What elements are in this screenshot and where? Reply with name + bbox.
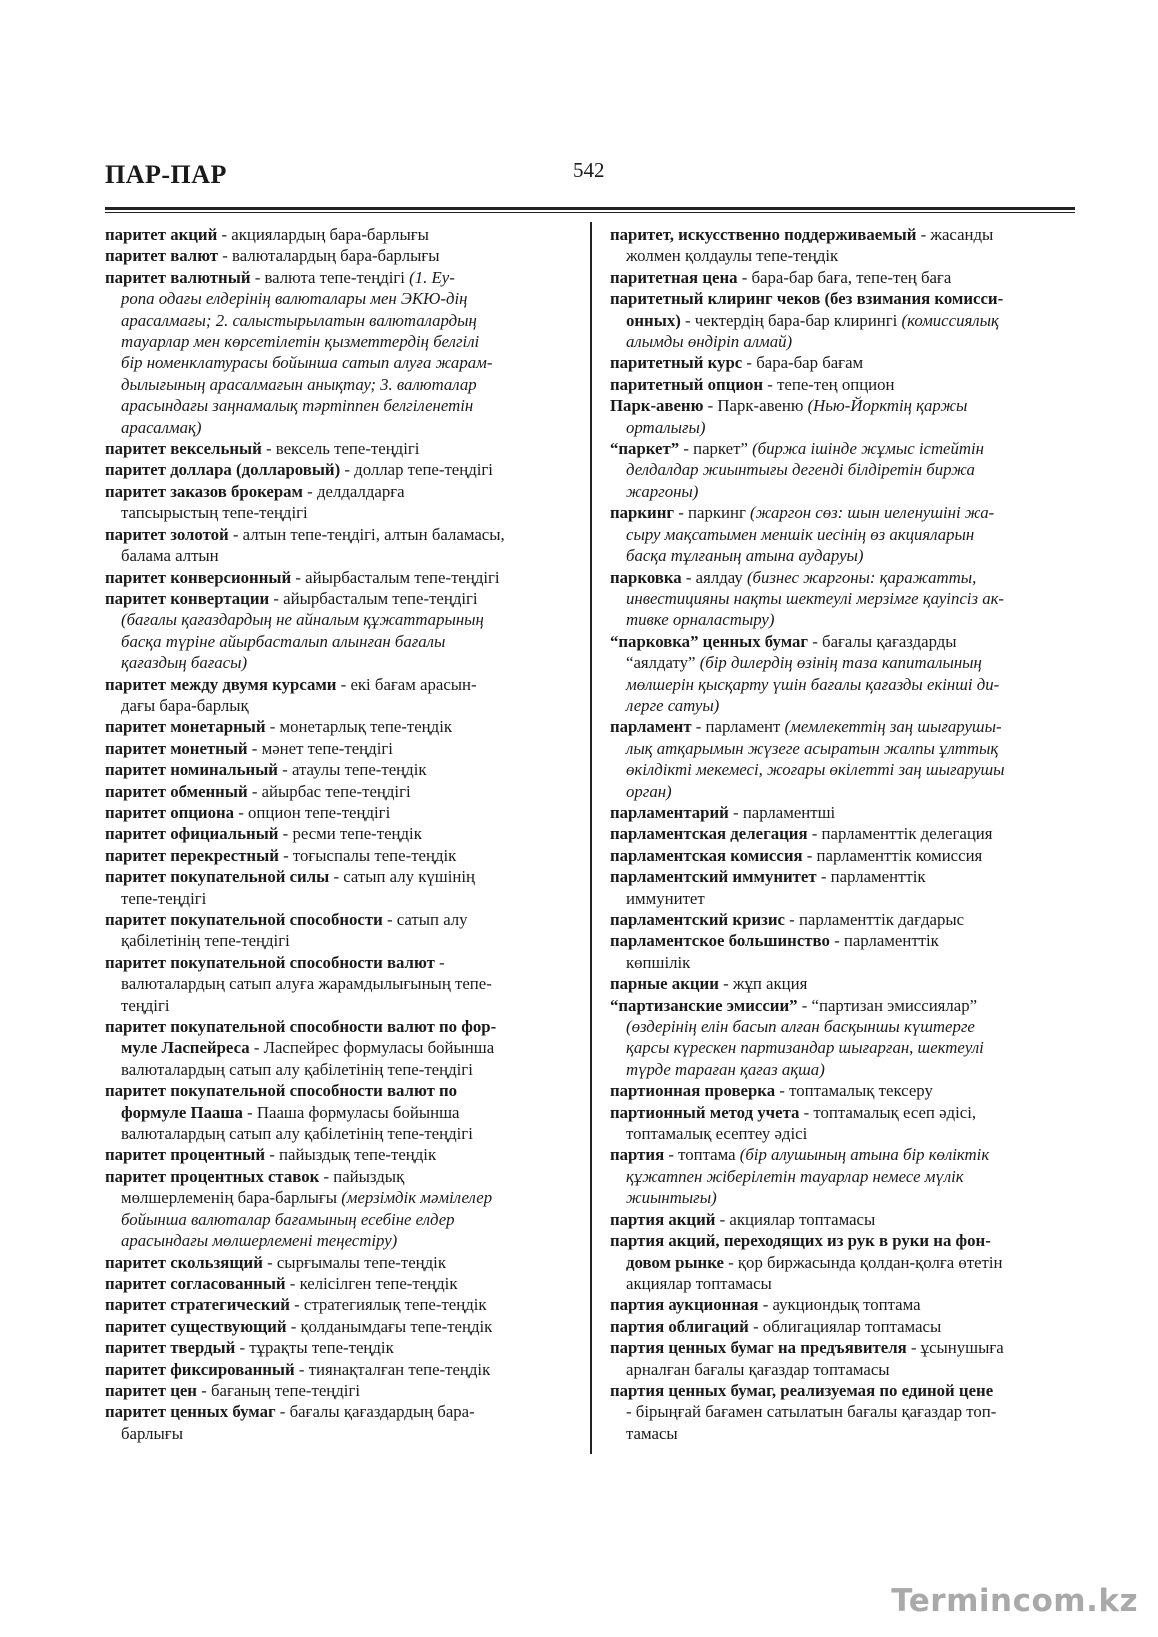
- dictionary-entry: [105, 909, 573, 952]
- dictionary-entry: [610, 973, 1075, 994]
- entry-term: паритет твердый: [105, 1338, 236, 1358]
- entry-term: паритет номинальный: [105, 760, 278, 780]
- dictionary-entry: [610, 224, 1075, 267]
- entry-definition: - тұрақты тепе-теңдік: [235, 1338, 394, 1358]
- entry-definition: - сатып алу күшінің тепе-теңдігі: [121, 867, 475, 908]
- entry-term: паритет процентный: [105, 1145, 266, 1165]
- dictionary-entry: [610, 502, 1075, 566]
- entry-term: паритет стратегический: [105, 1295, 290, 1315]
- entry-definition: - “партизан эмиссиялар”: [801, 995, 978, 1015]
- entry-definition: - вексель тепе-теңдігі: [261, 439, 420, 459]
- entry-term: парламентарий: [610, 802, 729, 822]
- entry-term: парламентский кризис: [610, 910, 785, 929]
- dictionary-entry: [105, 438, 573, 459]
- entry-definition: - алтын тепе-теңдігі, алтын баламасы, балама алтын: [121, 524, 505, 566]
- dictionary-entry: [105, 1166, 573, 1252]
- entry-definition: - жасанды жолмен қолдаулы тепе-теңдік: [626, 225, 994, 266]
- entry-definition: - валюталардың бара-барлығы: [218, 246, 440, 266]
- dictionary-entry: [105, 567, 573, 588]
- dictionary-entry: [105, 588, 573, 674]
- dictionary-entry: [105, 1401, 573, 1444]
- entry-note: (бір алушының атына бір көліктік құжатпен жіберілетін тауарлар немесе мүлік жиынтығы): [626, 1145, 990, 1208]
- entry-note: (комиссиялық алымды өндіріп алмай): [626, 310, 999, 352]
- entry-note: (жаргон сөз: шын иеленушіні жа- сыру мақсатымен меншік иесінің өз акцияларын басқа тұлғаның атына аударуы): [626, 503, 995, 566]
- entry-term: паритет перекрестный: [105, 845, 279, 865]
- entry-definition: - валюта тепе-теңдігі: [250, 267, 410, 287]
- entry-term: паритет фиксированный: [105, 1359, 295, 1379]
- entry-term: паритет скользящий: [105, 1252, 263, 1272]
- dictionary-entry: [610, 995, 1075, 1081]
- entry-term: паритет между двумя курсами: [105, 674, 337, 694]
- entry-definition: - доллар тепе-теңдігі: [340, 460, 493, 480]
- entry-term: паритет монетный: [105, 738, 248, 758]
- entry-term: паркинг: [610, 503, 675, 523]
- entry-definition: - монетарлық тепе-теңдік: [265, 717, 453, 737]
- entry-definition: - Ласпейрес формуласы бойынша валюталардың сатып алу қабілетінің тепе-теңдігі: [121, 1038, 495, 1079]
- entry-term: паритет акций: [105, 225, 218, 244]
- entry-definition: - чектердің бара-бар клирингі: [680, 310, 902, 330]
- dictionary-entry: [610, 845, 1075, 866]
- entry-term: паритет покупательной способности валют по фор- муле Ласпейреса: [105, 1017, 497, 1058]
- entry-definition: - тиянақталған тепе-теңдік: [294, 1359, 491, 1379]
- entry-definition: - екі бағам арасын- дағы бара-барлық: [121, 674, 477, 715]
- dictionary-entry: [105, 524, 573, 567]
- entry-note: (бағалы қағаздардың не айналым құжаттарының басқа түріне айырбасталып алынған бағалы қағаздың бағасы): [121, 610, 484, 673]
- dictionary-entry: [610, 631, 1075, 717]
- dictionary-entry: [610, 1380, 1075, 1444]
- entry-term: паритетный клиринг чеков (без взимания комисси- онных): [610, 289, 1004, 330]
- entry-note: (Нью-Йорктің қаржы орталығы): [626, 396, 968, 437]
- dictionary-entry: [610, 909, 1075, 930]
- entry-term: партия аукционная: [610, 1295, 759, 1315]
- entry-definition: - бағалы қағаздардың бара- барлығы: [121, 1402, 475, 1443]
- entry-definition: - парламенттік иммунитет: [626, 867, 926, 908]
- entry-term: паритет конверсионный: [105, 567, 292, 587]
- entry-definition: - тепе-тең опцион: [763, 374, 895, 394]
- dictionary-entry: [105, 802, 573, 823]
- dictionary-entry: [610, 267, 1075, 288]
- entry-term: паритет покупательной способности валют: [105, 952, 435, 972]
- entry-definition: - делдалдарға тапсырыстың тепе-теңдігі: [121, 481, 405, 523]
- entry-term: паритетная цена: [610, 267, 738, 287]
- column-divider: [590, 222, 592, 1454]
- dictionary-entry: [610, 823, 1075, 844]
- dictionary-entry: [105, 952, 573, 1016]
- entry-term: парламентский иммунитет: [610, 867, 817, 887]
- entry-term: паритет конвертации: [105, 588, 270, 608]
- entry-term: “партизанские эмиссии”: [610, 995, 798, 1015]
- entry-definition: - парламент: [691, 717, 785, 737]
- entry-term: парламентское большинство: [610, 931, 830, 951]
- entry-definition: - топтамалық есеп әдісі, топтамалық есептеу әдісі: [626, 1102, 977, 1144]
- dictionary-entry: [105, 1016, 573, 1080]
- entry-term: партия акций: [610, 1209, 716, 1229]
- entry-definition: - стратегиялық тепе-теңдік: [289, 1295, 487, 1315]
- dictionary-entry: [105, 267, 573, 438]
- entry-definition: - парламенттік делегация: [807, 824, 993, 844]
- entry-definition: - пайыздық мөлшерлеменің бара-барлығы: [121, 1166, 405, 1208]
- entry-note: (биржа ішінде жұмыс істейтін делдалдар жиынтығы дегенді білдіретін биржа жаргоны): [626, 439, 985, 501]
- page-number: 542: [573, 158, 605, 182]
- entry-definition: - паркет”: [679, 439, 753, 459]
- entry-term: паритет процентных ставок: [105, 1166, 320, 1186]
- entry-definition: - облигациялар топтамасы: [748, 1316, 942, 1336]
- entry-definition: - пайыздық тепе-теңдік: [265, 1145, 437, 1165]
- dictionary-entry: [610, 352, 1075, 373]
- entry-term: паритет ценных бумаг: [105, 1402, 276, 1422]
- entry-note: (мерзімдік мәмілелер бойынша валюталар бағамының есебіне елдер арасындағы мөлшерлемені теңестіру): [121, 1188, 493, 1251]
- entry-definition: - ресми тепе-теңдік: [278, 824, 422, 844]
- entry-definition: - парламенттік комиссия: [802, 845, 983, 865]
- entry-term: парламентская комиссия: [610, 845, 803, 865]
- entry-definition: - бағалы қағаздарды “аялдату”: [626, 631, 957, 673]
- entry-term: “парковка” ценных бумаг: [610, 631, 809, 651]
- entry-term: паритет покупательной способности валют по формуле Пааша: [105, 1081, 458, 1122]
- entry-definition: - акциялардың бара-барлығы: [217, 225, 429, 244]
- entry-definition: - бағаның тепе-теңдігі: [196, 1380, 361, 1400]
- dictionary-entry: [610, 930, 1075, 973]
- entry-definition: - айырбас тепе-теңдігі: [247, 781, 411, 801]
- entry-term: паритет обменный: [105, 781, 248, 801]
- entry-definition: - акциялар топтамасы: [715, 1209, 876, 1229]
- entry-definition: - аялдау: [681, 567, 747, 587]
- entry-note: (мемлекеттің заң шығарушы- лық атқарымын жүзеге асыратын жалпы ұлттық өкілдікті мекемесі, жоғары өкілетті заң шығарушы орган): [626, 717, 1005, 801]
- entry-definition: - ұсынушыға арналған бағалы қағаздар топтамасы: [626, 1338, 1004, 1379]
- entry-term: паритет покупательной способности: [105, 910, 383, 929]
- entry-definition: - сатып алу қабілетінің тепе-теңдігі: [121, 910, 468, 951]
- dictionary-entry: [105, 866, 573, 909]
- entry-term: паритет существующий: [105, 1316, 287, 1336]
- entry-term: паритет цен: [105, 1380, 197, 1400]
- entry-term: парковка: [610, 567, 682, 587]
- entry-term: паритет согласованный: [105, 1273, 286, 1293]
- entry-definition: - мәнет тепе-теңдігі: [247, 738, 393, 758]
- entry-definition: - опцион тепе-теңдігі: [234, 802, 391, 822]
- entry-definition: - Парк-авеню: [703, 396, 808, 416]
- left-column: [105, 224, 573, 1444]
- dictionary-entry: [105, 1294, 573, 1315]
- entry-term: партионная проверка: [610, 1081, 776, 1101]
- entry-definition: - парламенттік дағдарыс: [784, 910, 965, 929]
- page-header: [105, 160, 1075, 196]
- entry-definition: - айырбасталым тепе-теңдігі: [291, 567, 500, 587]
- entry-term: паритет официальный: [105, 824, 279, 844]
- entry-definition: - атаулы тепе-теңдік: [277, 760, 427, 780]
- dictionary-entry: [105, 1337, 573, 1358]
- entry-term: паритет, искусственно поддерживаемый: [610, 225, 917, 244]
- dictionary-entry: [105, 781, 573, 802]
- entry-term: “паркет”: [610, 439, 680, 459]
- entry-note: (1. Еу- ропа одағы елдерінің валюталары мен ЭКЮ-дің арасалмағы; 2. салыстырылатын валюталардың тауарлар мен көрсетілетін қызметтердің белгілі бір номенклатурасы бойынша сатып алуға жарам- дылығының арасалмағын анықтау; 3. валюталар арасындағы заңнамалық тәртіппен белгіленетін арасалмақ): [121, 267, 493, 437]
- entry-term: паритет валютный: [105, 267, 251, 287]
- entry-definition: - парламенттік көпшілік: [626, 931, 939, 972]
- dictionary-entry: [105, 1316, 573, 1337]
- dictionary-entry: [105, 759, 573, 780]
- dictionary-entry: [610, 438, 1075, 502]
- entry-term: партия ценных бумаг, реализуемая по единой цене: [610, 1380, 994, 1400]
- running-head: ПАР-ПАР: [105, 160, 227, 189]
- entry-term: паритетный курс: [610, 353, 743, 373]
- dictionary-entry: [105, 245, 573, 266]
- dictionary-entry: [610, 1230, 1075, 1294]
- dictionary-entry: [610, 1294, 1075, 1315]
- entry-definition: - бірыңғай бағамен сатылатын бағалы қағаздар топ- тамасы: [626, 1402, 997, 1443]
- entry-definition: - бара-бар бағам: [742, 353, 864, 373]
- entry-definition: - паркинг: [674, 503, 751, 523]
- right-column: [610, 224, 1075, 1444]
- entry-term: партия ценных бумаг на предъявителя: [610, 1338, 907, 1358]
- entry-definition: - парламентші: [728, 802, 836, 822]
- dictionary-entry: [105, 1380, 573, 1401]
- entry-term: парные акции: [610, 974, 719, 994]
- dictionary-entry: [105, 674, 573, 717]
- dictionary-entry: [105, 845, 573, 866]
- entry-definition: - топтамалық тексеру: [775, 1081, 933, 1101]
- entry-term: паритетный опцион: [610, 374, 764, 394]
- dictionary-entry: [610, 1144, 1075, 1208]
- dictionary-entry: [105, 1273, 573, 1294]
- entry-definition: - қор биржасында қолдан-қолға өтетін акциялар топтамасы: [626, 1252, 1003, 1293]
- dictionary-entry: [105, 459, 573, 480]
- dictionary-entry: [105, 1252, 573, 1273]
- dictionary-entry: [610, 374, 1075, 395]
- entry-definition: - қолданымдағы тепе-теңдік: [286, 1316, 493, 1336]
- entry-definition: - бара-бар баға, тепе-тең баға: [737, 267, 952, 287]
- entry-definition: - сырғымалы тепе-теңдік: [262, 1252, 446, 1272]
- entry-definition: - топтама: [664, 1145, 740, 1165]
- dictionary-entry: [105, 716, 573, 737]
- dictionary-entry: [610, 716, 1075, 802]
- entry-definition: - тоғыспалы тепе-теңдік: [278, 845, 457, 865]
- dictionary-entry: [105, 738, 573, 759]
- dictionary-entry: [610, 1337, 1075, 1380]
- dictionary-entry: [610, 1316, 1075, 1337]
- entry-term: партия облигаций: [610, 1316, 749, 1336]
- entry-note: (өздерінің елін басып алған басқыншы күштерге қарсы күрескен партизандар шығарған, шектеулі түрде тараған қағаз ақша): [626, 1017, 984, 1079]
- entry-term: паритет валют: [105, 246, 219, 266]
- entry-definition: - жұп акция: [718, 974, 808, 994]
- entry-term: партия: [610, 1145, 665, 1165]
- entry-term: партионный метод учета: [610, 1102, 800, 1122]
- header-rule-thin: [105, 212, 1075, 213]
- entry-term: Парк-авеню: [610, 396, 704, 416]
- dictionary-entry: [610, 866, 1075, 909]
- entry-term: паритет доллара (долларовый): [105, 460, 341, 480]
- entry-note: (бизнес жаргоны: қаражатты, инвестицияны нақты шектеулі мерзімге қауіпсіз ак- тивке орналастыру): [626, 567, 1005, 630]
- entry-term: паритет покупательной силы: [105, 867, 330, 887]
- entry-definition: - валюталардың сатып алуға жарамдылығының тепе- теңдігі: [121, 952, 492, 1015]
- header-rule-thick: [105, 207, 1075, 210]
- entry-term: паритет вексельный: [105, 439, 262, 459]
- dictionary-entry: [610, 802, 1075, 823]
- entry-definition: - Пааша формуласы бойынша валюталардың сатып алу қабілетінің тепе-теңдігі: [121, 1102, 473, 1144]
- dictionary-entry: [610, 567, 1075, 631]
- dictionary-entry: [105, 1080, 573, 1144]
- dictionary-entry: [610, 395, 1075, 438]
- entry-term: паритет опциона: [105, 802, 235, 822]
- entry-term: парламент: [610, 717, 692, 737]
- dictionary-entry: [105, 481, 573, 524]
- dictionary-entry: [105, 1144, 573, 1165]
- entry-term: парламентская делегация: [610, 824, 808, 844]
- entry-note: (бір дилердің өзінің таза капиталының мөлшерін қысқарту үшін бағалы қағазды екінші ди- лерге сатуы): [626, 653, 1000, 715]
- dictionary-entry: [610, 1080, 1075, 1101]
- dictionary-entry: [105, 1359, 573, 1380]
- dictionary-entry: [105, 224, 573, 245]
- entry-definition: - аукциондық топтама: [758, 1295, 921, 1315]
- entry-definition: - айырбасталым тепе-теңдігі: [273, 588, 478, 608]
- entry-term: паритет монетарный: [105, 717, 266, 737]
- dictionary-entry: [610, 1209, 1075, 1230]
- entry-term: партия акций, переходящих из рук в руки на фон- довом рынке: [610, 1231, 991, 1272]
- entry-term: паритет заказов брокерам: [105, 481, 303, 501]
- entry-definition: - келісілген тепе-теңдік: [285, 1273, 458, 1293]
- dictionary-entry: [105, 823, 573, 844]
- watermark-logo: Termincom.kz: [891, 1583, 1138, 1619]
- dictionary-entry: [610, 288, 1075, 352]
- entry-term: паритет золотой: [105, 524, 229, 544]
- dictionary-entry: [610, 1102, 1075, 1145]
